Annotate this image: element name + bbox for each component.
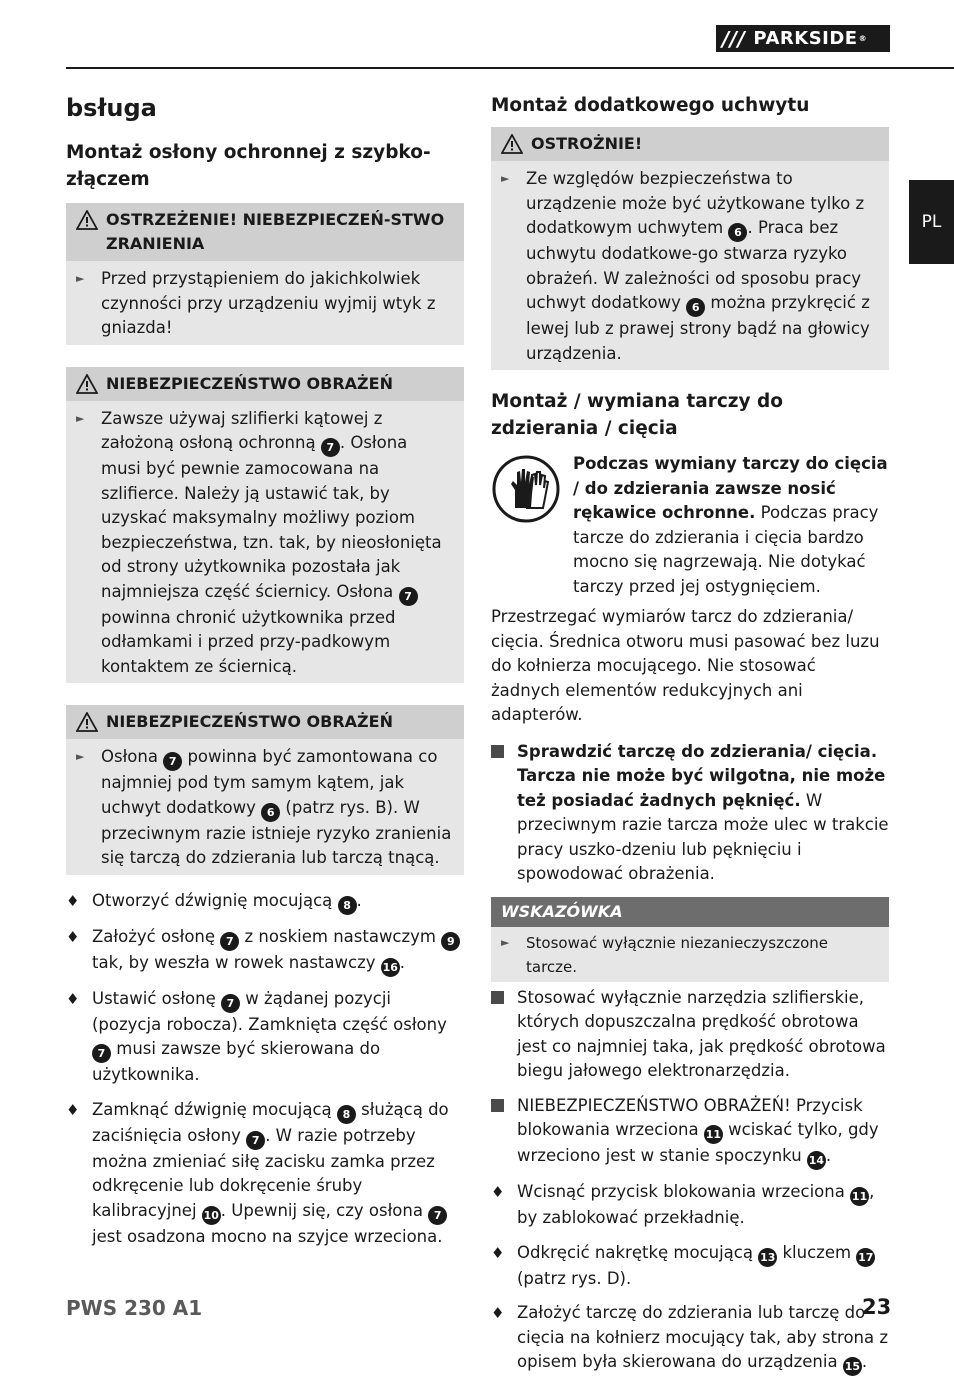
disc-size-paragraph: Przestrzegać wymiarów tarcz do zdzierania/ cięcia. Średnica otworu musi pasować bez luzu do kołnierza mocującego. Nie stosować żadnych elementów redukcyjnych ani adapterów. [491,607,880,724]
page-number: 23 [862,1295,892,1319]
list-item [76,745,452,871]
list-item [76,267,452,341]
danger-box-title: NIEBEZPIECZEŃSTWO OBRAŻEŃ [106,712,393,731]
logo-reg: ® [858,34,868,43]
page-title: bsługa [66,94,157,122]
ref-number: 7 [220,932,239,951]
instruction-list [66,889,464,1250]
warning-box-title: OSTRZEŻENIE! NIEBEZPIECZEŃ-STWO ZRANIENIA [106,210,445,253]
list-item [491,986,889,1084]
danger-box-head [66,367,464,401]
caution-box [491,127,889,370]
warning-triangle-icon [76,210,98,230]
square-bullet-icon [491,740,517,887]
item-text: Stosować wyłącznie niezanieczyszczone tarcze. [526,933,829,976]
item-text: Przed przystąpieniem do jakichkolwiek czynności przy urządzeniu wyjmij wtyk z gniazda! [101,269,436,337]
diamond-bullet-icon: ♦ [491,1183,505,1201]
list-item [66,987,464,1088]
ref-number: 16 [381,958,400,977]
ref-number: 7 [92,1044,111,1063]
list-item [491,1241,889,1292]
note-box [491,897,889,982]
ref-number: 14 [807,1151,826,1170]
ref-number: 7 [321,438,340,457]
ref-number: 15 [843,1357,862,1376]
ref-number: 13 [758,1248,777,1267]
item-text: Ze względów bezpieczeństwa to urządzenie może być użytkowane tylko z dodatkowym uchwytem 6 . Praca bez uchwytu dodatkowe-go stwarza ryzyko obrażeń. W zależności od sposobu pracy uchwyt dodatkowy 6 można przykręcić z lewej lub z prawej strony bądź na głowicy urządzenia. [526,169,870,363]
item-text: Sprawdzić tarczę do zdzierania/ cięcia. Tarcza nie może być wilgotna, nie może też posiadać żadnych pęknięć. W przeciwnym razie tarcza może ulec w trakcie pracy uszko-dzeniu lub pęknięciu i spowodować obrażenia. [517,741,889,883]
left-column [66,92,464,1259]
list-item [491,740,889,887]
item-text: Zawsze używaj szlifierki kątowej z założoną osłoną ochronną 7 . Osłona musi być pewnie zamocowana na szlifierce. Należy ją ustawić tak, by uzyskać maksymalny możliwy poziom bezpieczeństwa, tzn. tak, by nieosłonięta od strony użytkownika pozostała jak najmniejsza część ściernicy. Osłona 7 powinna chronić użytkownika przed odłamkami i przed przy-padkowym kontaktem ze ściernicą. [101,408,442,676]
ref-number: 8 [337,1105,356,1124]
danger-box-2 [66,705,464,875]
diamond-bullet-icon: ♦ [66,1100,80,1119]
list-item [66,925,464,977]
warning-box-injury [66,203,464,345]
caution-box-body [491,161,889,370]
ref-number: 9 [441,932,460,951]
ref-number: 11 [704,1125,723,1144]
glove-notice-text: Podczas wymiany tarczy do cięcia / do zdzierania zawsze nosić rękawice ochronne. Podczas pracy tarcze do zdzierania i cięcia bardzo mocno się nagrzewają. Nie dotykać tarczy przed jej ostygnięciem. [573,454,888,596]
list-item [501,167,877,366]
ref-number: 6 [728,223,747,242]
warning-triangle-icon [76,712,98,732]
ref-number: 6 [686,298,705,317]
ref-number: 8 [338,896,357,915]
arrow-right-icon: ► [76,411,85,425]
list-item [501,931,879,980]
arrow-right-icon: ► [501,935,510,949]
note-box-head: WSKAZÓWKA [491,897,889,927]
list-item [491,1180,889,1231]
ref-number: 17 [856,1248,875,1267]
warning-triangle-icon [76,374,98,394]
glove-notice [491,452,889,599]
item-text: Wcisnąć przycisk blokowania wrzeciona 11 , by zablokować przekładnię. [517,1182,875,1227]
ref-number: 7 [428,1206,447,1225]
caution-box-title: OSTROŻNIE! [531,134,643,153]
item-text: Zamknąć dźwignię mocującą 8 służącą do zaciśnięcia osłony 7 . W razie potrzeby można zmieniać siłę zacisku zamka przez odkręcenie lub dokręcenie śruby kalibracyjnej 10 . Upewnij się, czy osłona 7 jest osadzona mocno na szyjce wrzeciona. [92,1099,449,1246]
parkside-logo [716,25,890,52]
note-box-body [491,927,889,982]
square-bullet-icon [491,986,517,1084]
language-tab: PL [909,180,954,264]
diamond-bullet-icon: ♦ [491,1304,505,1322]
item-text: Założyć osłonę 7 z noskiem nastawczym 9 tak, by weszła w rowek nastawczy 16 . [92,925,464,977]
item-text: Odkręcić nakrętkę mocującą 13 kluczem 17 (patrz rys. D). [517,1242,874,1288]
danger-box-head [66,705,464,739]
warning-box-head [66,203,464,261]
item-text: Założyć tarczę do zdzierania lub tarczę do cięcia na kołnierz mocujący tak, aby strona z opisem była skierowana do urządzenia 15 . [517,1301,889,1376]
caution-box-head [491,127,889,161]
diamond-bullet-icon: ♦ [66,891,80,910]
item-text: Ustawić osłonę 7 w żądanej pozycji (pozycja robocza). Zamknięta część osłony 7 musi zawsze być skierowana do użytkownika. [92,988,447,1084]
ref-number: 11 [850,1187,869,1206]
ref-number: 10 [202,1206,221,1225]
item-text: Osłona 7 powinna być zamontowana co najmniej pod tym samym kątem, jak uchwyt dodatkowy 6 (patrz rys. B). W przeciwnym razie istnieje ryzyko zranienia się tarczą do zdzierania lub tarczą tnącą. [101,747,452,867]
footer-model: PWS 230 A1 [66,1296,203,1320]
section-heading-guard: Montaż osłony ochronnej z szybko-złączem [66,142,431,190]
logo-brand: PARKSIDE [753,28,858,49]
list-item [66,1098,464,1250]
logo-slashes: /// [722,26,746,51]
item-text: NIEBEZPIECZEŃSTWO OBRAŻEŃ! Przycisk blokowania wrzeciona 11 wciskać tylko, gdy wrzeciono jest w stanie spoczynku 14 . [517,1094,889,1171]
list-item [491,1301,889,1376]
danger-box-title: NIEBEZPIECZEŃSTWO OBRAŻEŃ [106,373,393,393]
warning-triangle-icon [501,134,523,154]
diamond-bullet-icon: ♦ [66,989,80,1008]
ref-number: 7 [246,1131,265,1150]
ref-number: 6 [261,803,280,822]
list-item [491,1094,889,1171]
ref-number: 7 [399,587,418,606]
list-item [66,889,464,915]
item-text: Otworzyć dźwignię mocującą 8 . [92,889,362,915]
right-column [491,92,892,1386]
arrow-right-icon: ► [501,172,510,185]
header-rule [66,67,954,69]
arrow-right-icon: ► [76,272,85,285]
section-heading-disc: Montaż / wymiana tarczy do zdzierania / cięcia [491,391,784,439]
list-item [76,407,452,680]
danger-box-body [66,739,464,875]
danger-box-body [66,401,464,684]
ref-number: 7 [221,994,240,1013]
square-bullet-icon [491,1094,517,1171]
diamond-bullet-icon: ♦ [66,927,80,946]
protective-gloves-icon [491,454,561,524]
item-text: Stosować wyłącznie narzędzia szlifierskie, których dopuszczalna prędkość obrotowa jest co najmniej taka, jak prędkość obrotowa biegu jałowego elektronarzędzia. [517,987,886,1080]
section-heading-handle: Montaż dodatkowego uchwytu [491,95,810,116]
ref-number: 7 [163,752,182,771]
danger-box-1 [66,367,464,684]
warning-box-body [66,261,464,345]
arrow-right-icon: ► [76,750,85,763]
diamond-bullet-icon: ♦ [491,1243,505,1262]
